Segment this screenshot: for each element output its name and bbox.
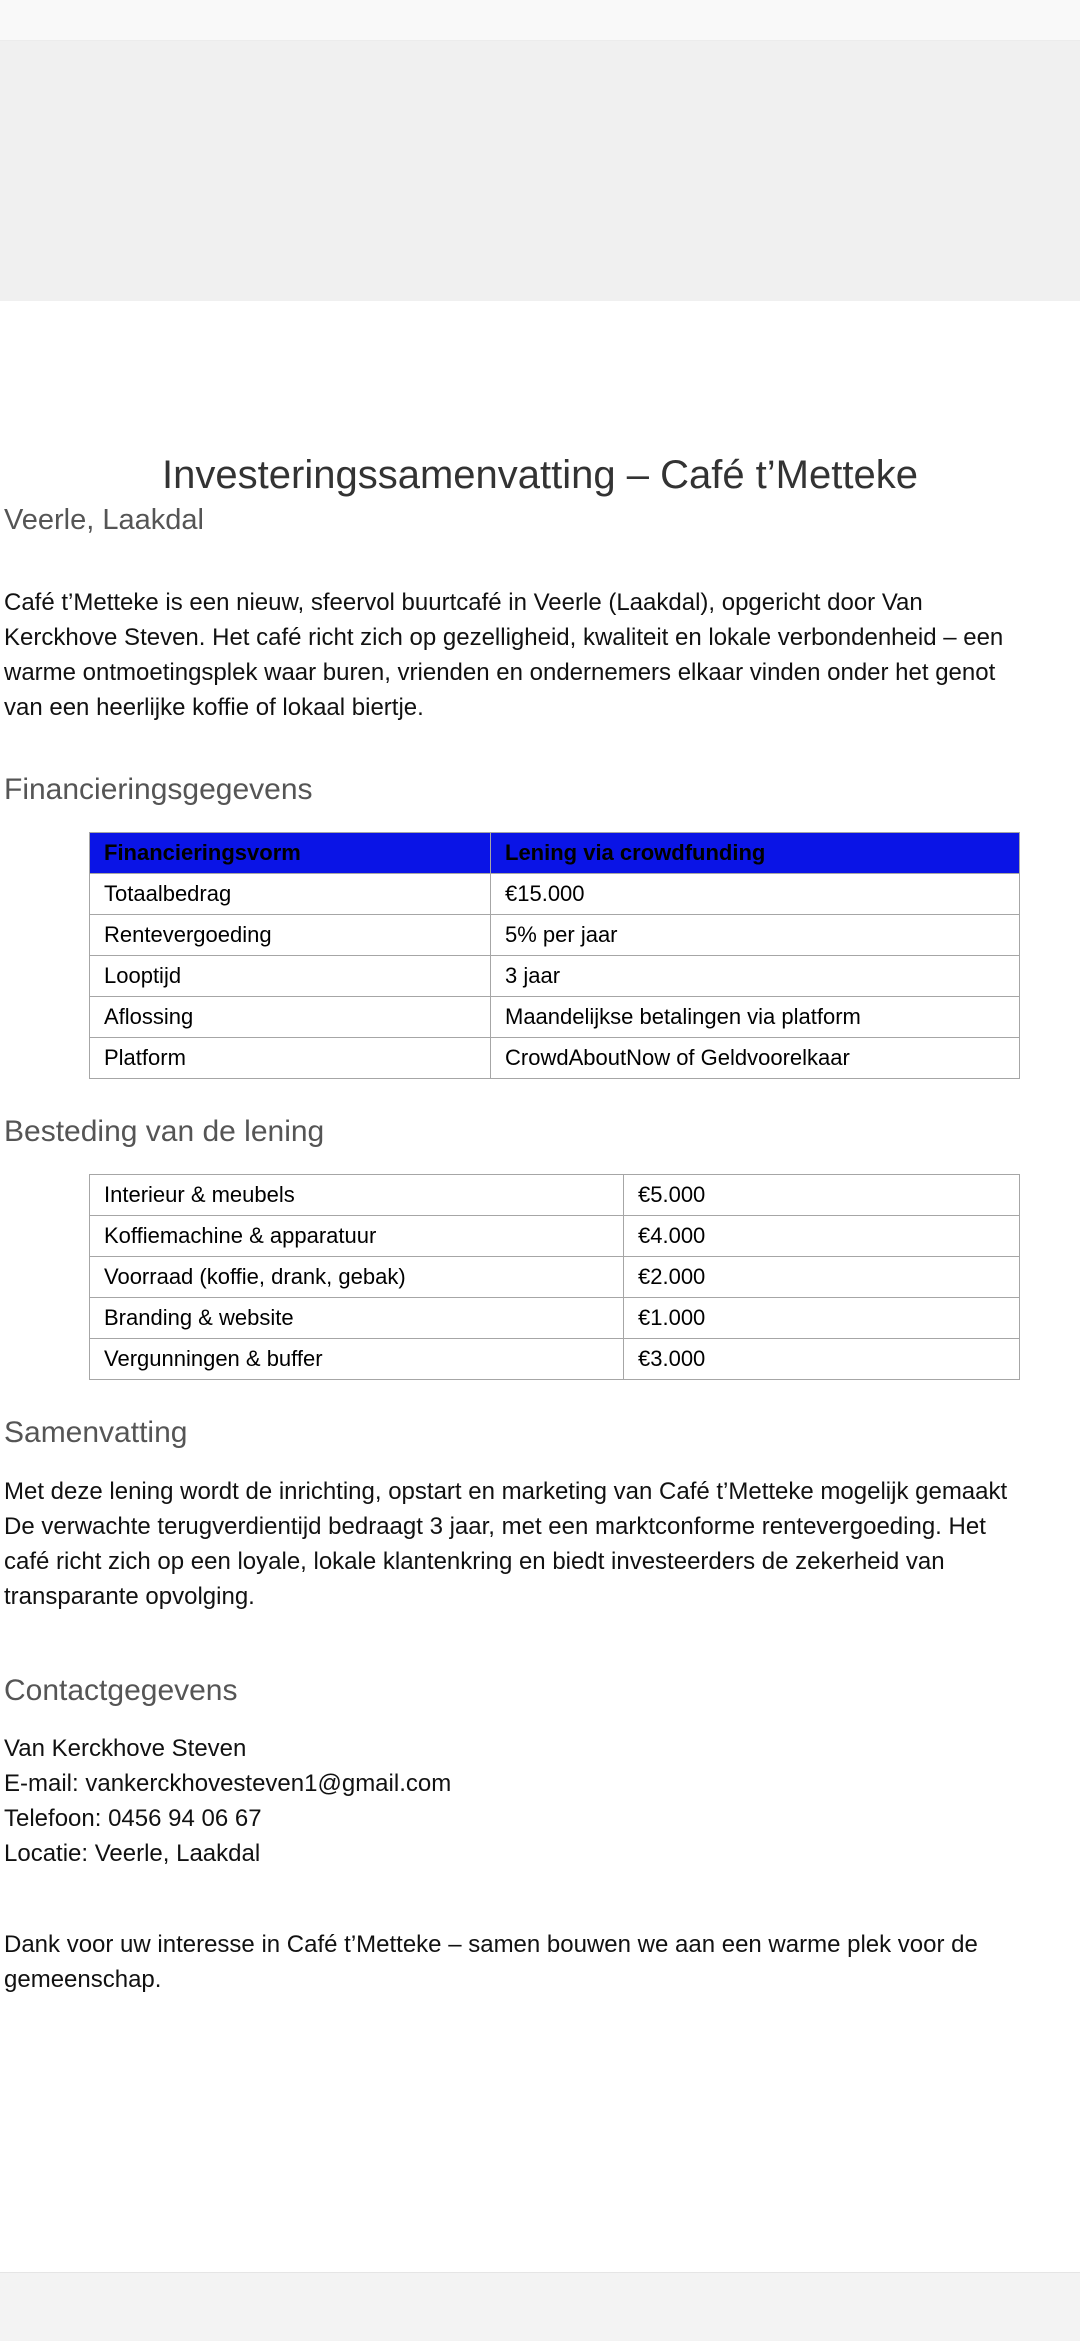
table-cell: Totaalbedrag — [90, 874, 491, 915]
table-row — [90, 1257, 1020, 1298]
table-cell: Platform — [90, 1038, 491, 1079]
financing-table — [89, 832, 1020, 1079]
table-row — [90, 1339, 1020, 1380]
table-cell: €3.000 — [624, 1339, 1020, 1380]
table-cell: 5% per jaar — [491, 915, 1020, 956]
table-row — [90, 956, 1020, 997]
table-row — [90, 1298, 1020, 1339]
table-row — [90, 1038, 1020, 1079]
table-cell: €5.000 — [624, 1175, 1020, 1216]
summary-heading: Samenvatting — [4, 1416, 188, 1449]
table-cell: Rentevergoeding — [90, 915, 491, 956]
top-toolbar — [0, 0, 1080, 41]
financing-header-row — [90, 833, 1020, 874]
table-cell: €2.000 — [624, 1257, 1020, 1298]
table-row — [90, 915, 1020, 956]
contact-heading: Contactgegevens — [4, 1674, 238, 1707]
financing-header-cell: Financieringsvorm — [90, 833, 491, 874]
contact-email[interactable]: E-mail: vankerckhovesteven1@gmail.com — [4, 1770, 452, 1797]
table-cell: Interieur & meubels — [90, 1175, 624, 1216]
financing-header-cell: Lening via crowdfunding — [491, 833, 1020, 874]
contact-name: Van Kerckhove Steven — [4, 1735, 247, 1762]
closing-paragraph: Dank voor uw interesse in Café t’Metteke – samen bouwen we aan een warme plek voor de gemeenschap. — [4, 1931, 978, 1993]
table-cell: Maandelijkse betalingen via platform — [491, 997, 1020, 1038]
contact-phone[interactable]: Telefoon: 0456 94 06 67 — [4, 1805, 262, 1832]
table-cell: Voorraad (koffie, drank, gebak) — [90, 1257, 624, 1298]
table-cell: Aflossing — [90, 997, 491, 1038]
table-row — [90, 997, 1020, 1038]
intro-paragraph: Café t’Metteke is een nieuw, sfeervol buurtcafé in Veerle (Laakdal), opgericht door Van Kerckhove Steven. Het café richt zich op gezelligheid, kwaliteit en lokale verbondenheid – een warme ontmoetingsplek waar buren, vrienden en ondernemers elkaar vinden onder het genot van een heerlijke koffie of lokaal biertje. — [4, 589, 1004, 721]
contact-location: Locatie: Veerle, Laakdal — [4, 1840, 261, 1867]
table-row — [90, 1216, 1020, 1257]
spending-heading: Besteding van de lening — [4, 1115, 325, 1148]
table-row — [90, 874, 1020, 915]
table-cell: CrowdAboutNow of Geldvoorelkaar — [491, 1038, 1020, 1079]
table-cell: €15.000 — [491, 874, 1020, 915]
table-cell: Koffiemachine & apparatuur — [90, 1216, 624, 1257]
spending-table — [89, 1174, 1020, 1380]
document-title: Investeringssamenvatting – Café t’Metteke — [162, 453, 918, 497]
summary-paragraph: Met deze lening wordt de inrichting, opstart en marketing van Café t’Metteke mogelijk gemaakt De verwachte terugverdientijd bedraagt 3 jaar, met een marktconforme rentevergoeding. Het café richt zich op een loyale, lokale klantenkring en biedt investeerders de zekerheid van transparante opvolging. — [4, 1478, 1008, 1610]
financing-heading: Financieringsgegevens — [4, 773, 313, 806]
table-row — [90, 1175, 1020, 1216]
table-cell: €1.000 — [624, 1298, 1020, 1339]
table-cell: €4.000 — [624, 1216, 1020, 1257]
table-cell: 3 jaar — [491, 956, 1020, 997]
table-cell: Vergunningen & buffer — [90, 1339, 624, 1380]
header-banner — [0, 41, 1080, 301]
table-cell: Branding & website — [90, 1298, 624, 1339]
bottom-bar — [0, 2272, 1080, 2341]
table-cell: Looptijd — [90, 956, 491, 997]
document-subtitle: Veerle, Laakdal — [4, 504, 204, 536]
